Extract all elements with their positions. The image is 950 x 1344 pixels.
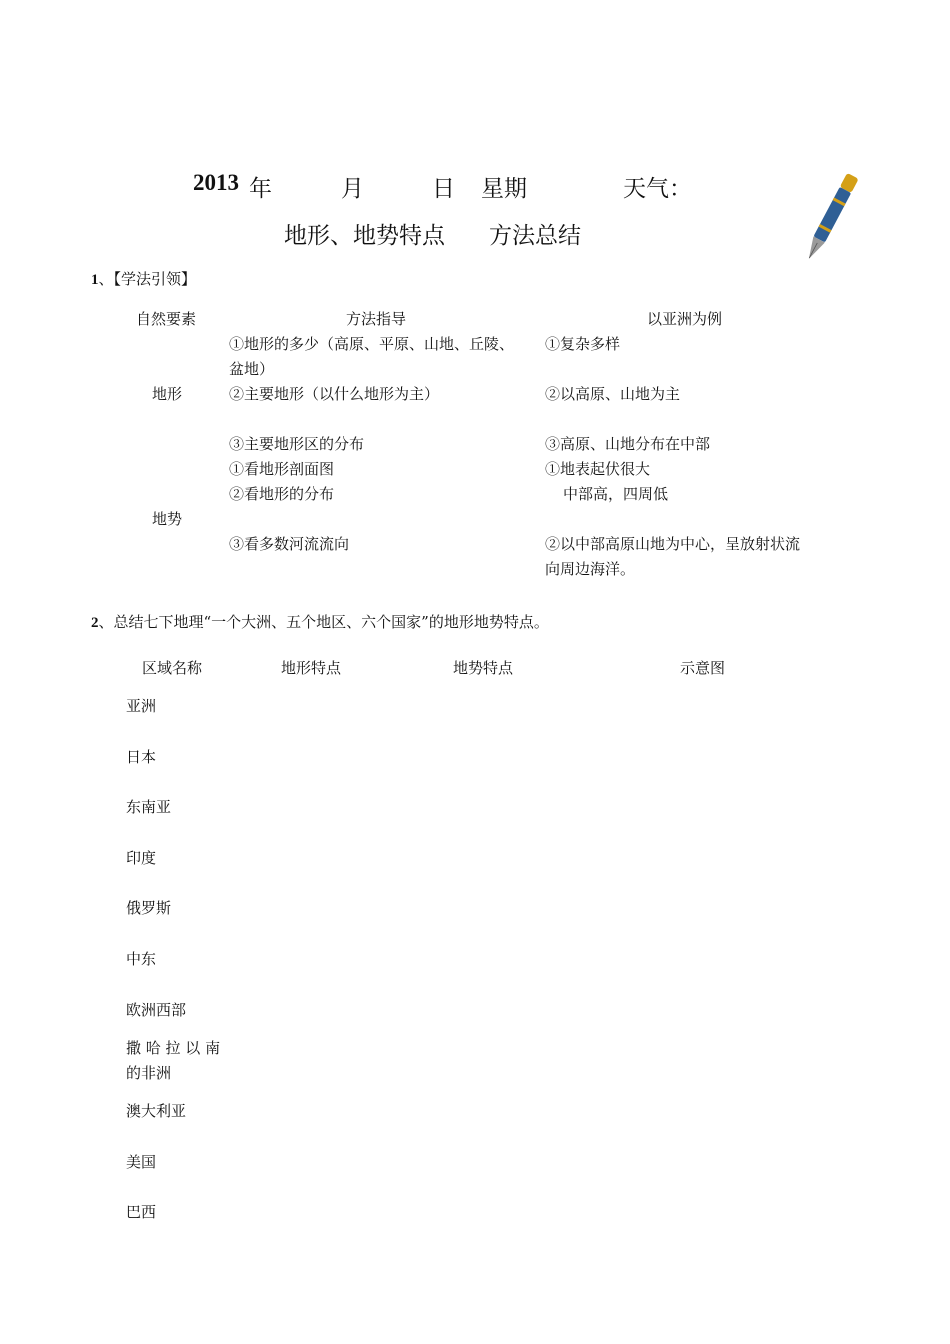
- weather-label: 天气：: [623, 176, 692, 202]
- region-sub-saharan-africa-cont: 的非洲: [126, 1064, 172, 1082]
- year: 2013: [193, 170, 239, 195]
- page-title-method: 方法总结: [489, 223, 581, 249]
- col-header-example: 以亚洲为例: [647, 310, 723, 328]
- region-western-europe: 欧洲西部: [126, 1001, 187, 1019]
- col-header-diagram: 示意图: [680, 659, 726, 677]
- month-label: 月: [341, 176, 364, 202]
- slope-method-2: ②看地形的分布: [229, 485, 335, 503]
- region-brazil: 巴西: [126, 1203, 157, 1221]
- region-sub-saharan-africa: 撒 哈 拉 以 南: [126, 1039, 221, 1057]
- weekday-label: 星期: [481, 176, 527, 202]
- terrain-method-1-cont: 盆地）: [229, 360, 275, 378]
- slope-method-3: ③看多数河流流向: [229, 535, 350, 553]
- region-india: 印度: [126, 849, 157, 867]
- terrain-example-3: ③高原、山地分布在中部: [545, 435, 711, 453]
- region-asia: 亚洲: [126, 697, 157, 715]
- region-japan: 日本: [126, 748, 157, 766]
- terrain-method-3: ③主要地形区的分布: [229, 435, 365, 453]
- col-header-region: 区域名称: [142, 659, 203, 677]
- col-header-slope: 地势特点: [453, 659, 514, 677]
- terrain-method-1: ①地形的多少（高原、平原、山地、丘陵、: [229, 335, 515, 353]
- slope-method-1: ①看地形剖面图: [229, 460, 335, 478]
- slope-label: 地势: [152, 510, 183, 528]
- slope-example-1-cont: 中部高，四周低: [563, 485, 669, 503]
- terrain-label: 地形: [152, 385, 183, 403]
- day-label: 日: [432, 176, 455, 202]
- slope-example-1: ①地表起伏很大: [545, 460, 651, 478]
- section2-heading: 2、总结七下地理“一个大洲、五个地区、六个国家”的地形地势特点。: [91, 613, 549, 631]
- col-header-element: 自然要素: [136, 310, 197, 328]
- region-middle-east: 中东: [126, 950, 157, 968]
- region-australia: 澳大利亚: [126, 1102, 187, 1120]
- page-title: 地形、地势特点: [284, 223, 445, 249]
- region-russia: 俄罗斯: [126, 899, 172, 917]
- terrain-example-2: ②以高原、山地为主: [545, 385, 681, 403]
- year-unit: 年: [249, 176, 272, 202]
- col-header-terrain: 地形特点: [281, 659, 342, 677]
- fountain-pen-icon: [790, 168, 870, 268]
- slope-example-2: ②以中部高原山地为中心，呈放射状流: [545, 535, 801, 553]
- col-header-method: 方法指导: [346, 310, 407, 328]
- region-southeast-asia: 东南亚: [126, 798, 172, 816]
- slope-example-2-cont: 向周边海洋。: [545, 560, 636, 578]
- region-usa: 美国: [126, 1153, 157, 1171]
- terrain-example-1: ①复杂多样: [545, 335, 621, 353]
- terrain-method-2: ②主要地形（以什么地形为主）: [229, 385, 440, 403]
- section1-heading: 1、【学法引领】: [91, 270, 197, 288]
